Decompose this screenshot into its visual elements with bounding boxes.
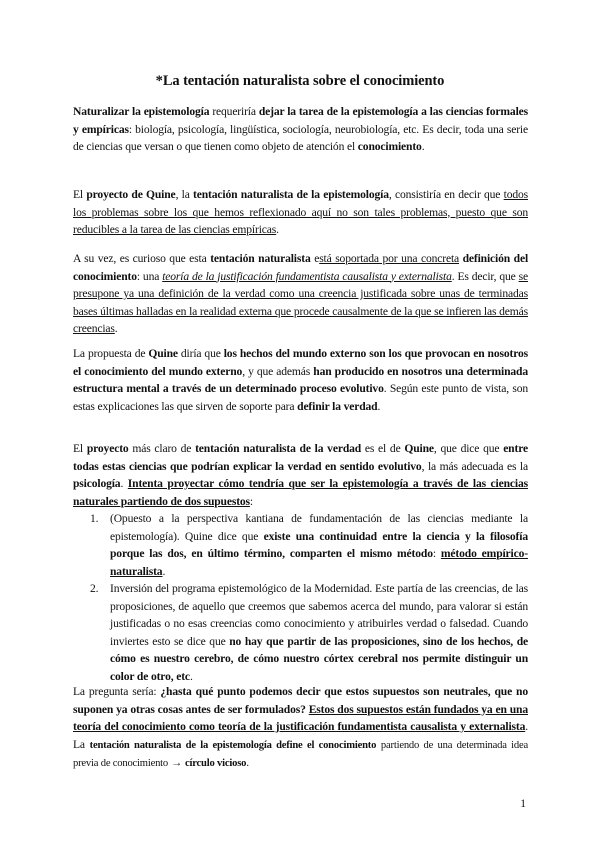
text-bold: definir la verdad xyxy=(297,399,378,413)
text: La propuesta de xyxy=(73,347,149,360)
text: . xyxy=(114,322,118,335)
text-bold-underlined: Estos dos supuestos están fundados ya en una teoría del conocimiento como teoría de la justificación fundamentista causalista y externalista xyxy=(73,702,529,733)
text: e xyxy=(310,252,320,265)
text-bold: Quine xyxy=(404,442,434,455)
text: El xyxy=(73,188,87,201)
text-bold: tentación naturalista de la verdad xyxy=(195,442,362,455)
text: . Es decir, que xyxy=(451,269,519,283)
text-bold: círculo vicioso xyxy=(184,758,247,769)
text-bold: conocimiento xyxy=(357,140,422,153)
list-item xyxy=(90,510,528,580)
text-bold: definición del conocimiento xyxy=(73,252,529,283)
list-item xyxy=(90,580,528,685)
paragraph-pregunta xyxy=(73,683,528,773)
text: . Según este punto de vista, son estas explicaciones las que sirven de soporte para xyxy=(73,382,528,413)
paragraph-propuesta-quine xyxy=(73,345,528,415)
text-bold: ¿hasta qué punto podemos decir que estos supuestos son neutrales, que no suponen ya otras cosas antes de ser formulados? xyxy=(73,685,528,716)
text: : xyxy=(249,494,253,508)
text: (Opuesto a la perspectiva kantiana de fundamentación de las ciencias mediante la epistemología). Quine dice que xyxy=(110,512,528,543)
paragraph-naturalizar xyxy=(73,103,528,156)
text-bold: dejar la tarea de la epistemología a las ciencias formales y empíricas xyxy=(73,105,528,136)
page-number: 1 xyxy=(520,798,526,810)
text: , y que además xyxy=(242,364,314,378)
paragraph-curioso xyxy=(73,250,528,338)
text: . xyxy=(276,223,279,236)
text: . xyxy=(377,399,381,413)
text-bold: Naturalizar la epistemología xyxy=(73,105,210,118)
text: El xyxy=(73,442,87,455)
text: Inversión del programa epistemológico de la Modernidad. Este partía de las creencias, de las proposiciones, de aquello que creemos que sabemos acerca del mundo, para valorar si están justificadas o no esas creencias como conocimiento y atribuirles verdad o falsedad. Cuando inviertes esto se dice que xyxy=(110,582,528,648)
text-underlined: se presupone ya una definición de la verdad como una creencia justificada sobre unas de terminadas bases últimas halladas en la realidad externa que procede causalmente de la que se infieren las demás creencias xyxy=(73,269,529,335)
text-bold: los hechos del mundo externo son los que provocan en nosotros el conocimiento del mundo externo xyxy=(73,347,528,378)
text: , consistiría en decir que xyxy=(388,188,504,201)
text: , la más adecuada es la xyxy=(421,459,528,473)
text-bold-underlined: método empírico-naturalista xyxy=(110,547,528,578)
text: : biología, psicología, lingüística, sociología, neurobiología, etc. Es decir, toda una serie de ciencias que versan o que tienen como objeto de atención el xyxy=(73,122,528,153)
text: partiendo de una determinada idea previa de conocimiento xyxy=(73,739,529,769)
text-bold: tentación naturalista xyxy=(210,252,311,265)
text: A su vez, es curioso que esta xyxy=(73,252,211,265)
text-underlined: stá soportada por una concreta xyxy=(319,252,460,265)
text: . xyxy=(189,669,193,683)
list-number: 1. xyxy=(90,512,99,525)
text-underlined: todos los problemas sobre los que hemos reflexionado aquí no son tales problemas, puesto que son reducibles a la tarea de las ciencias empíricas xyxy=(73,188,528,236)
text: diría que xyxy=(177,347,224,360)
numbered-list xyxy=(73,510,528,685)
text: . xyxy=(246,756,249,769)
text: : una xyxy=(136,269,163,283)
page-title: *La tentación naturalista sobre el conocimiento xyxy=(155,73,445,89)
text: . xyxy=(421,140,425,153)
paragraph-proyecto-quine xyxy=(73,186,528,239)
text: . xyxy=(162,564,166,578)
text-bold: proyecto de Quine xyxy=(86,188,176,201)
text-bold: psicología xyxy=(73,477,121,490)
text-bold: han producido en nosotros una determinada estructura mental a través de un determinado proceso evolutivo xyxy=(73,364,528,395)
text-underlined-italic: teoría de la justificación fundamentista causalista y externalista xyxy=(162,269,452,283)
text-bold: tentación naturalista de la epistemología define el conocimiento xyxy=(89,739,377,751)
text-bold: existe una continuidad entre la ciencia y la filosofía porque las dos, en último término, comparten el mismo método xyxy=(110,529,528,560)
text-bold: entre todas estas ciencias que podrían explicar la verdad en sentido evolutivo xyxy=(73,442,528,473)
text-bold: no hay que partir de las proposiciones, sino de los hechos, de cómo es nuestro cerebro, de cómo nuestro córtex cerebral nos permite distinguir un color de otro, etc xyxy=(110,634,528,683)
text: más claro de xyxy=(128,442,196,455)
text-bold: tentación naturalista de la epistemología xyxy=(193,188,389,201)
text-bold: proyecto xyxy=(86,442,129,455)
text: requeriría xyxy=(209,105,259,118)
arrow-icon: → xyxy=(168,756,185,769)
text-bold-underlined: Intenta proyectar cómo tendría que ser la epistemología a través de las ciencias naturales partiendo de dos supuestos xyxy=(73,477,528,508)
text: , la xyxy=(175,188,194,201)
text: . La xyxy=(73,720,528,751)
text: , que dice que xyxy=(433,442,504,455)
text: . xyxy=(120,477,128,490)
text: La pregunta sería: xyxy=(73,685,161,698)
text: es el de xyxy=(361,442,405,455)
text-bold: Quine xyxy=(148,347,178,360)
list-number: 2. xyxy=(90,582,99,595)
paragraph-proyecto-claro xyxy=(73,440,528,685)
text: : xyxy=(432,547,441,560)
